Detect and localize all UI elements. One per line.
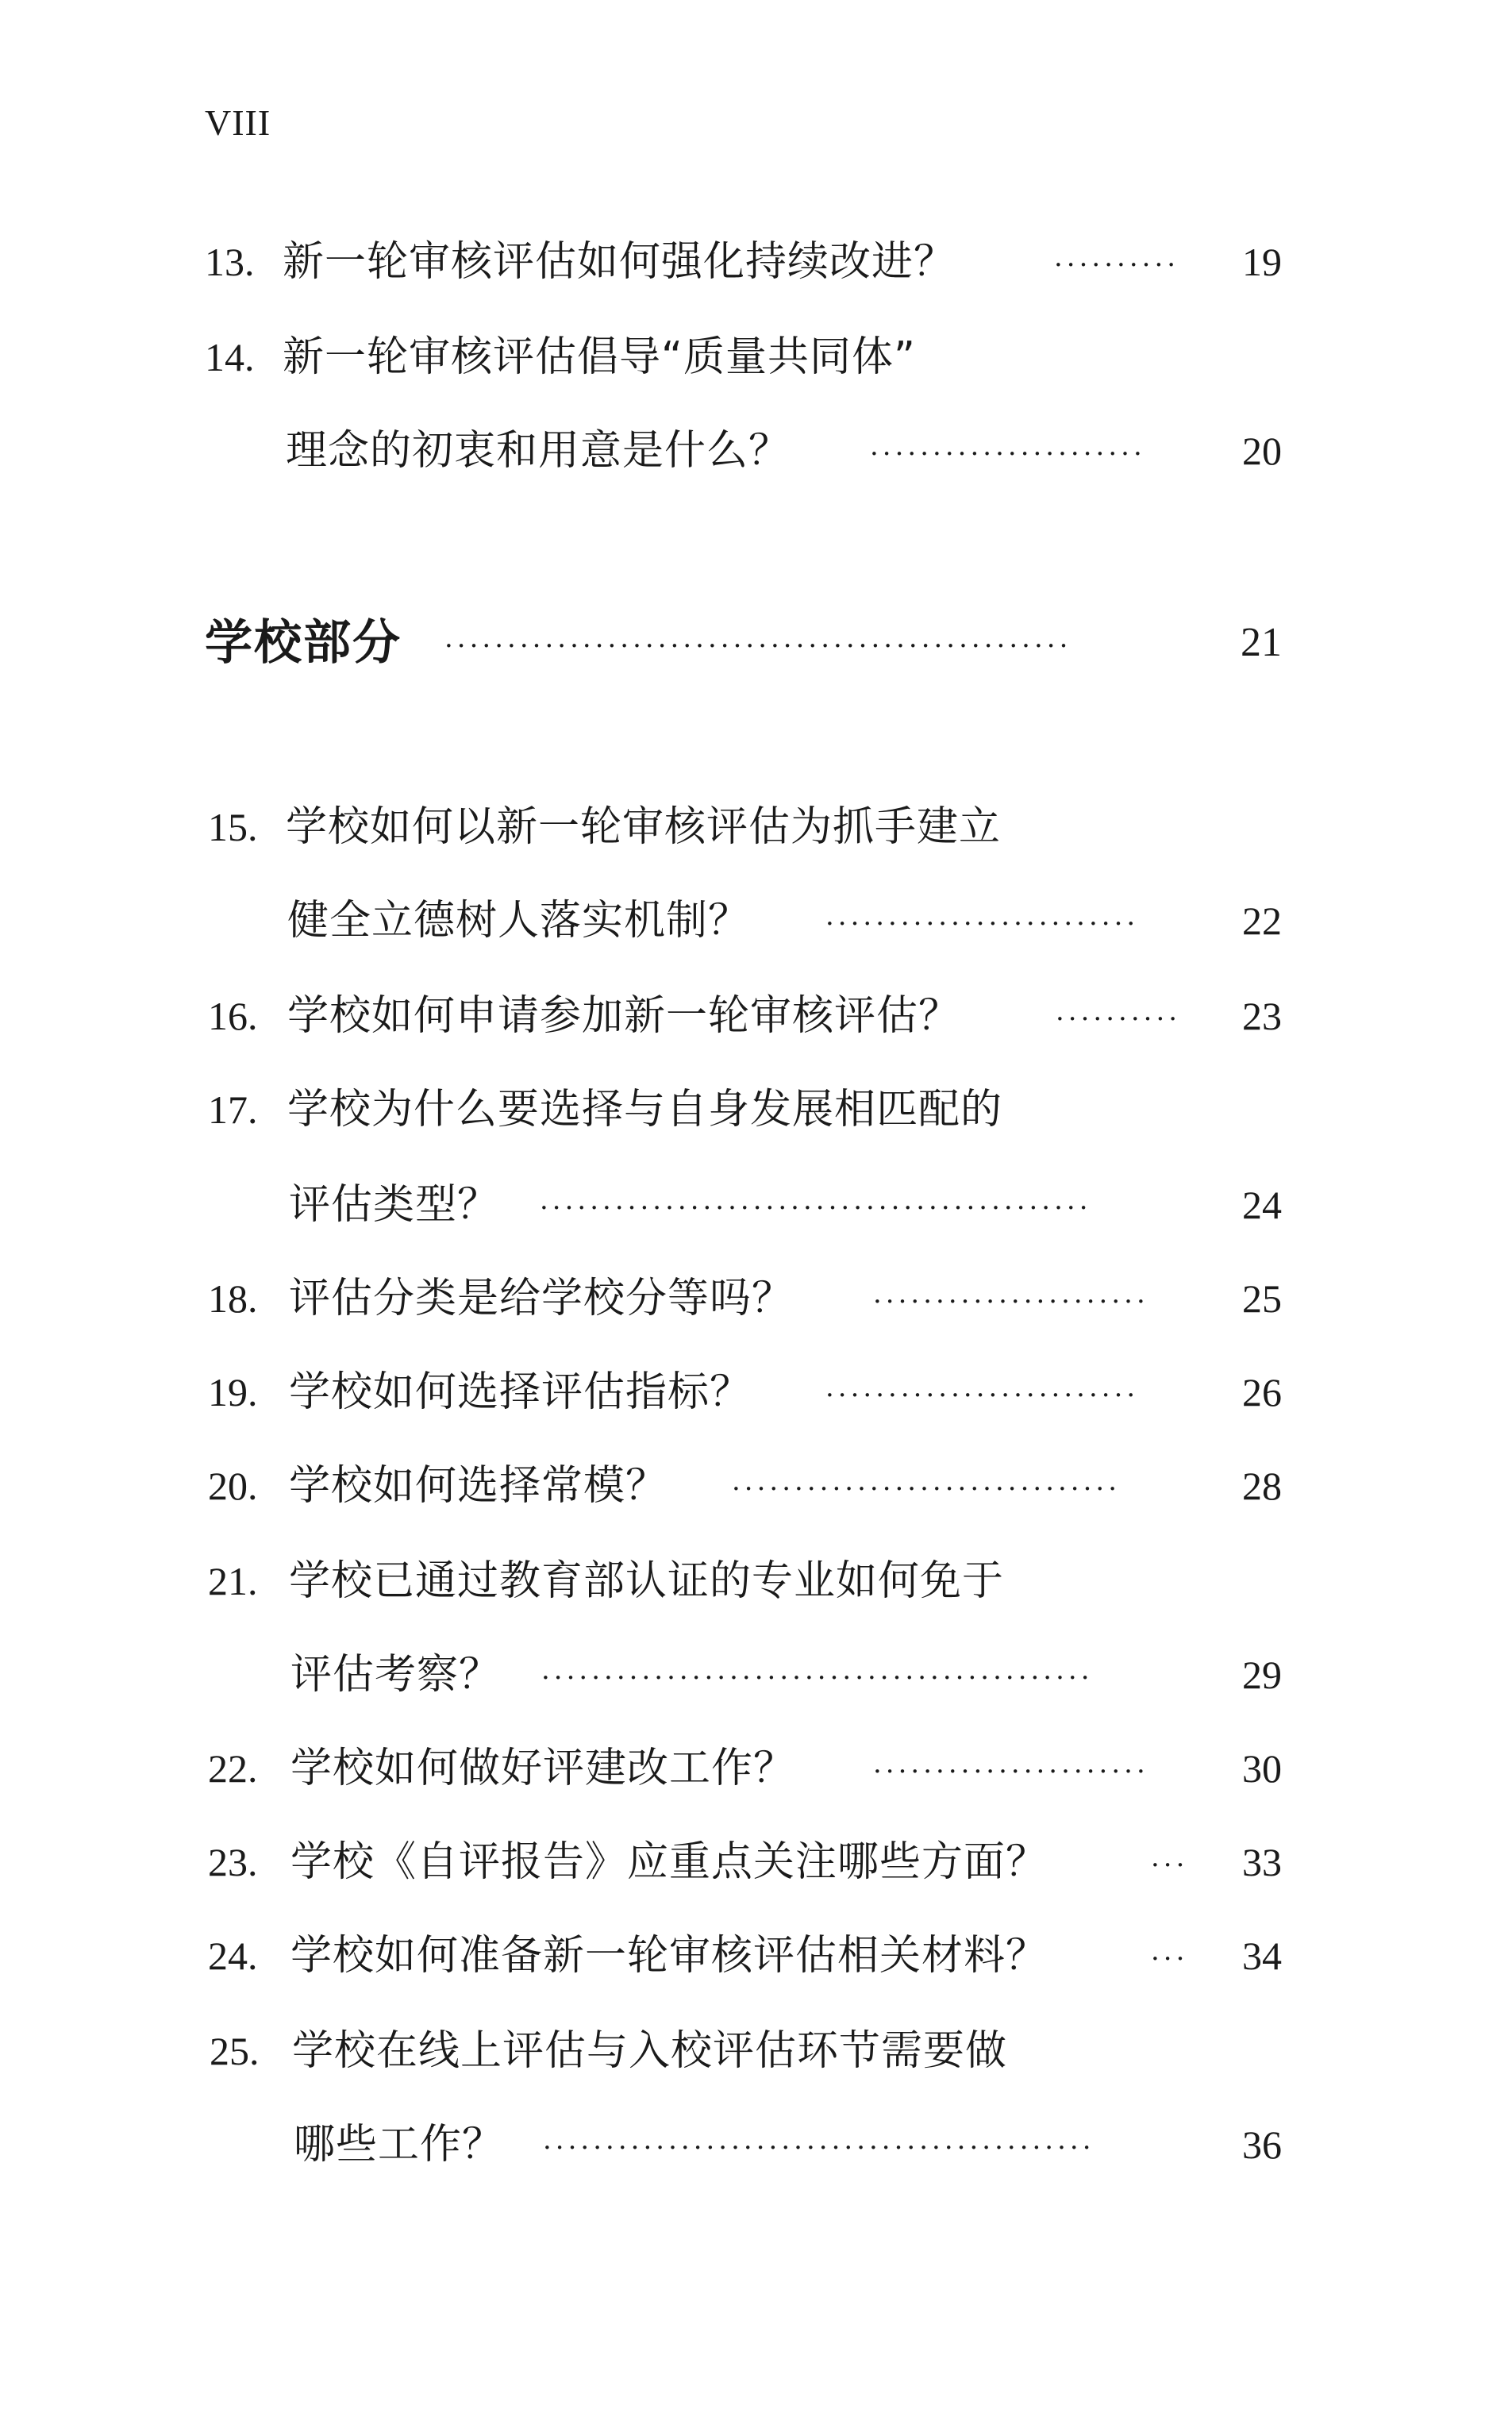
entry-number: 13. — [205, 240, 255, 284]
entry-title: 学校如何选择常模？ — [289, 1462, 668, 1510]
dot-leader: ······················ — [873, 1286, 1149, 1318]
dot-leader: ············································ — [543, 2132, 1095, 2164]
dot-leader: ············································ — [541, 1662, 1094, 1694]
entry-page: 24 — [1242, 1183, 1282, 1227]
entry-title: 学校在线上评估与入校评估环节需要做 — [292, 2027, 1008, 2075]
dot-leader: ······················ — [870, 438, 1146, 470]
toc-entry-18[interactable] — [0, 1267, 1512, 1330]
entry-title-continued: 理念的初衷和用意是什么？ — [286, 427, 791, 475]
entry-number: 20. — [208, 1464, 258, 1508]
entry-page: 36 — [1242, 2122, 1282, 2167]
dot-leader: ························· — [825, 1380, 1140, 1411]
entry-title-continued: 评估类型？ — [289, 1181, 500, 1229]
toc-entry-20[interactable] — [0, 1454, 1512, 1518]
entry-title: 学校《自评报告》应重点关注哪些方面？ — [290, 1838, 1048, 1886]
dot-leader: ··· — [1151, 1849, 1189, 1881]
entry-page: 28 — [1242, 1464, 1282, 1508]
entry-page: 34 — [1242, 1934, 1282, 1978]
section-title: 学校部分 — [205, 615, 402, 671]
dot-leader: ······························· — [732, 1473, 1121, 1505]
entry-page: 22 — [1242, 899, 1282, 943]
toc-entry-14-line1[interactable] — [0, 325, 1512, 389]
entry-title: 新一轮审核评估如何强化持续改进？ — [283, 238, 956, 286]
dot-leader: ·········· — [1056, 1003, 1182, 1035]
entry-title: 评估分类是给学校分等吗？ — [289, 1275, 794, 1322]
toc-entry-25-line2[interactable] — [0, 2113, 1512, 2176]
entry-page: 20 — [1242, 429, 1282, 473]
entry-page: 30 — [1242, 1746, 1282, 1791]
entry-number: 22. — [208, 1746, 258, 1791]
dot-leader: ·················································· — [444, 630, 1072, 662]
entry-number: 18. — [208, 1276, 258, 1321]
section-page: 21 — [1241, 620, 1282, 665]
toc-entry-21-line1[interactable] — [0, 1549, 1512, 1613]
entry-number: 17. — [208, 1087, 258, 1132]
entry-title: 学校如何选择评估指标？ — [289, 1368, 752, 1416]
toc-entry-17-line2[interactable] — [0, 1173, 1512, 1237]
entry-page: 19 — [1242, 240, 1282, 284]
entry-number: 15. — [208, 805, 258, 849]
entry-title: 学校已通过教育部认证的专业如何免于 — [289, 1557, 1005, 1605]
entry-title: 学校如何以新一轮审核评估为抓手建立 — [286, 803, 1002, 851]
entry-number: 25. — [210, 2029, 260, 2073]
toc-entry-17-line1[interactable] — [0, 1078, 1512, 1141]
toc-entry-16[interactable] — [0, 984, 1512, 1048]
entry-number: 23. — [208, 1840, 258, 1884]
entry-title: 学校如何做好评建改工作？ — [290, 1745, 796, 1792]
entry-title-continued: 健全立德树人落实机制？ — [287, 897, 751, 945]
entry-page: 33 — [1242, 1840, 1282, 1884]
dot-leader: ············································ — [540, 1192, 1092, 1224]
entry-page: 29 — [1242, 1653, 1282, 1697]
entry-number: 14. — [205, 335, 255, 379]
dot-leader: ······················ — [873, 1756, 1149, 1788]
entry-page: 25 — [1242, 1276, 1282, 1321]
entry-title-continued: 哪些工作？ — [294, 2121, 505, 2169]
entry-number: 16. — [208, 994, 258, 1038]
toc-entry-25-line1[interactable] — [0, 2019, 1512, 2083]
entry-page: 23 — [1242, 994, 1282, 1038]
page-number: VIII — [205, 102, 271, 143]
entry-title: 学校如何准备新一轮审核评估相关材料？ — [290, 1932, 1048, 1980]
entry-number: 19. — [208, 1370, 258, 1414]
dot-leader: ·········· — [1054, 249, 1180, 281]
entry-number: 21. — [208, 1559, 258, 1603]
toc-entry-13[interactable] — [0, 230, 1512, 294]
dot-leader: ··· — [1151, 1943, 1189, 1975]
entry-page: 26 — [1242, 1370, 1282, 1414]
toc-entry-15-line2[interactable] — [0, 889, 1512, 952]
toc-entry-23[interactable] — [0, 1830, 1512, 1894]
toc-entry-19[interactable] — [0, 1360, 1512, 1424]
toc-entry-14-line2[interactable] — [0, 419, 1512, 483]
entry-number: 24. — [208, 1934, 258, 1978]
toc-entry-24[interactable] — [0, 1924, 1512, 1988]
entry-title-continued: 评估考察？ — [290, 1651, 502, 1699]
entry-title: 新一轮审核评估倡导“质量共同体” — [283, 333, 916, 381]
dot-leader: ························· — [825, 908, 1140, 940]
entry-title: 学校为什么要选择与自身发展相匹配的 — [287, 1086, 1003, 1133]
entry-title: 学校如何申请参加新一轮审核评估？ — [287, 992, 961, 1040]
toc-entry-15-line1[interactable] — [0, 795, 1512, 859]
toc-entry-21-line2[interactable] — [0, 1643, 1512, 1707]
toc-entry-22[interactable] — [0, 1737, 1512, 1800]
section-heading[interactable] — [0, 611, 1512, 675]
